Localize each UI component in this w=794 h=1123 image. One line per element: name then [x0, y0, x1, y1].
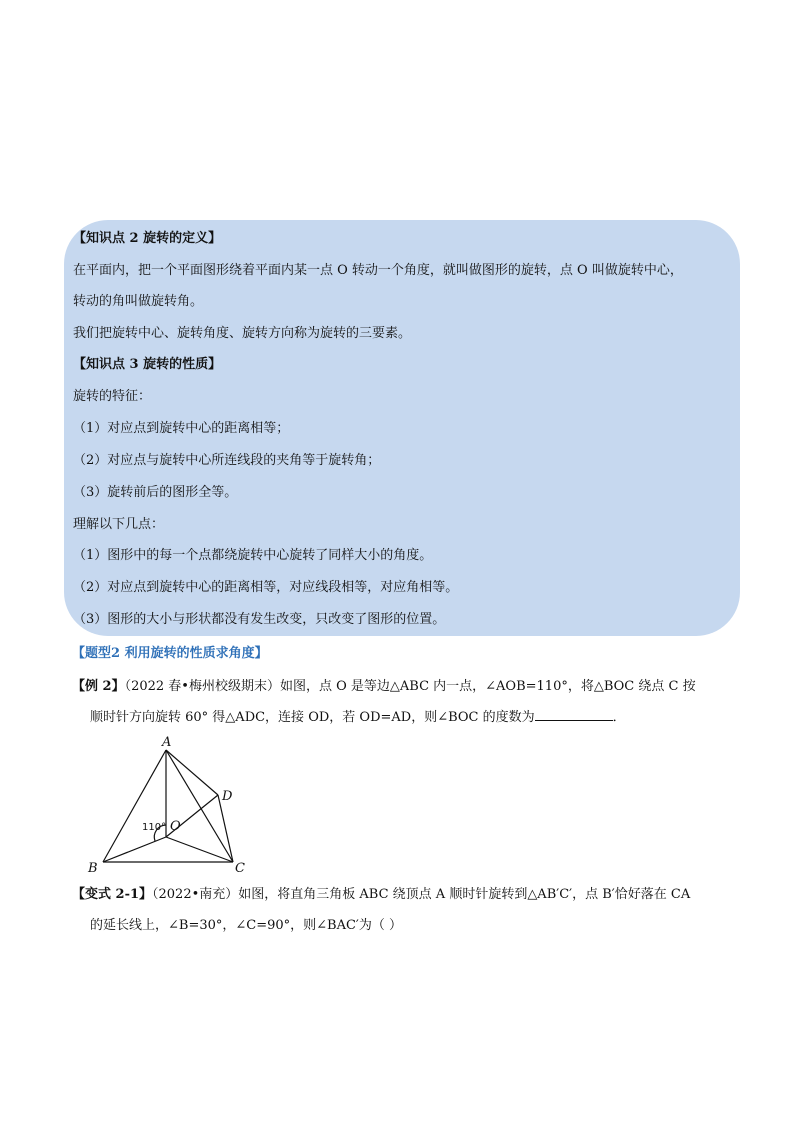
kp2-title: 【知识点 2 旋转的定义】 [73, 231, 222, 246]
label-b: B [88, 861, 98, 876]
variant-text1: （2022•南充）如图，将直角三角板 ABC 绕顶点 A 顺时针旋转到△AB′C′，点 B′恰好落在 CA [152, 887, 691, 902]
example2-tag: 【例 2】 [72, 679, 125, 694]
variant-tag: 【变式 2-1】 [72, 887, 153, 902]
feature-item-2: （2）对应点与旋转中心所连线段的夹角等于旋转角； [73, 453, 381, 468]
label-o: O [170, 819, 181, 834]
segment-bo [103, 837, 166, 862]
understand-title: 理解以下几点： [73, 517, 165, 532]
feature-item-3: （3）旋转前后的图形全等。 [73, 485, 238, 500]
feature-item-1: （1）对应点到旋转中心的距离相等； [73, 421, 290, 436]
features-title: 旋转的特征： [73, 389, 152, 404]
angle-110-label: 110° [142, 822, 167, 833]
segment-ab [103, 750, 166, 862]
label-d: D [222, 789, 233, 804]
understand-item-1: （1）图形中的每一个点都绕旋转中心旋转了同样大小的角度。 [73, 548, 433, 563]
kp2-definition-line2: 转动的角叫做旋转角。 [73, 294, 204, 309]
segment-oc [166, 837, 233, 862]
segment-ac [166, 750, 233, 862]
label-a: A [162, 735, 172, 750]
understand-item-3: （3）图形的大小与形状都没有发生改变，只改变了图形的位置。 [73, 612, 446, 627]
example2-period: ． [612, 710, 626, 725]
segment-ad [166, 750, 218, 795]
variant-line2: 的延长线上，∠B=30°，∠C=90°，则∠BAC′为（ ） [90, 918, 403, 933]
kp3-title: 【知识点 3 旋转的性质】 [73, 357, 222, 372]
example2-text2: 顺时针方向旋转 60° 得△ADC，连接 OD，若 OD=AD，则∠BOC 的度数为 [90, 710, 535, 725]
label-c: C [235, 861, 245, 876]
variant-line1 [72, 886, 690, 904]
understand-item-2: （2）对应点到旋转中心的距离相等，对应线段相等，对应角相等。 [73, 580, 459, 595]
kp2-definition-line1: 在平面内，把一个平面图形绕着平面内某一点 O 转动一个角度，就叫做图形的旋转，点 O 叫做旋转中心， [73, 263, 683, 278]
kp2-three-elements: 我们把旋转中心、旋转角度、旋转方向称为旋转的三要素。 [73, 326, 412, 341]
example2-text1: （2022 春•梅州校级期末）如图，点 O 是等边△ABC 内一点，∠AOB=110°，将△BOC 绕点 C 按 [124, 679, 696, 694]
segment-dc [218, 795, 233, 862]
type2-heading: 【题型2 利用旋转的性质求角度】 [72, 646, 268, 661]
